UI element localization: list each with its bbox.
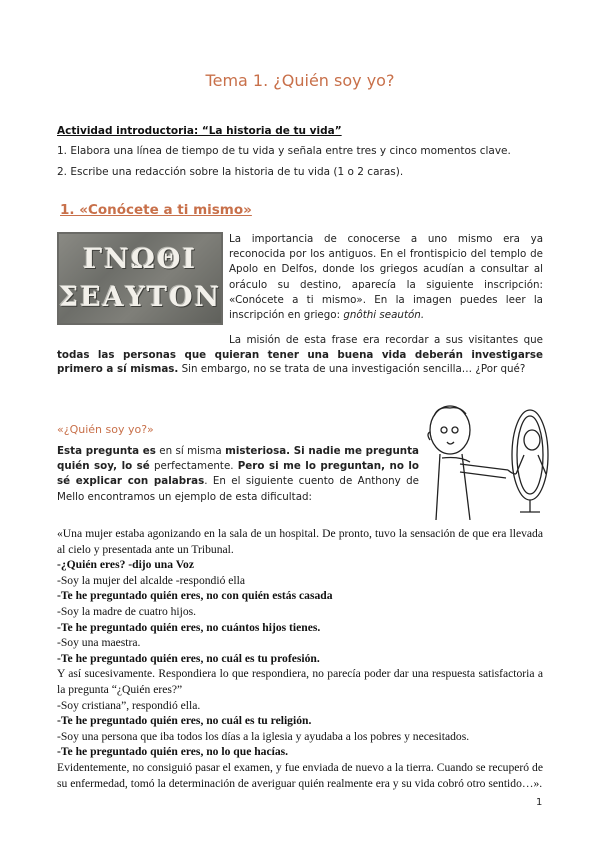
paragraph-mision [57, 333, 543, 377]
paragraph-delphi-italic: gnôthi seautón. [343, 309, 425, 322]
pregunta-bold-2: misteriosa. Si nadie me pregunta quién soy, lo sé [57, 445, 419, 473]
story-line: Evidentemente, no consiguió pasar el examen, y fue enviada de nuevo a la tierra. Cuando se recuperó de su enfermedad, tomó la determinación de averiguar quién realmente era y su vida cobró otro sentido…». [57, 760, 543, 790]
paragraph-mision-question: Sin embargo, no se trata de una investigación sencilla… ¿Por qué? [181, 363, 526, 375]
story-line: Y así sucesivamente. Respondiera lo que respondiera, no parecía poder dar una respuesta satisfactoria a la pregunta “¿Quién eres?” [57, 667, 543, 696]
story-line: -Soy una persona que iba todos los días a la iglesia y ayudaba a los pobres y necesitados. [57, 729, 470, 743]
inscription-line-1: ΓΝΩΘΙ [82, 244, 198, 275]
story-line: -Te he preguntado quién eres, no cuántos hijos tienes. [57, 620, 321, 634]
mirror-cartoon-illustration [420, 400, 550, 520]
pregunta-text-3: . En el siguiente cuento de Anthony de Mello encontramos un ejemplo de esta dificultad: [57, 475, 419, 503]
story-line: -Te he preguntado quién eres, no cuál es tu religión. [57, 714, 312, 728]
activity-heading: Actividad introductoria: “La historia de tu vida” [57, 125, 342, 137]
paragraph-mision-text: La misión de esta frase era recordar a sus visitantes que [229, 334, 543, 346]
activity-item-2: 2. Escribe una redacción sobre la historia de tu vida (1 o 2 caras). [57, 166, 404, 178]
paragraph-mision-bold: todas las personas que quieran tener una buena vida deberán investigarse primero a sí mismas. [57, 348, 543, 375]
pregunta-text-1: en sí misma [155, 445, 226, 457]
story-line: -¿Quién eres? -dijo una Voz [57, 558, 194, 572]
story-line: -Soy la mujer del alcalde -respondió ella [57, 573, 246, 587]
story-text [57, 526, 543, 791]
pregunta-bold-1: Esta pregunta es [57, 445, 156, 457]
paragraph-delphi-text: La importancia de conocerse a uno mismo era ya reconocida por los antiguos. En el frontispicio del templo de Apolo en Delfos, donde los griegos acudían a consultar al oráculo su destino, aparecía la siguiente inscripción: «Conócete a ti mismo». En la imagen puedes leer la inscripción en griego: [229, 233, 543, 322]
story-line: -Te he preguntado quién eres, no lo que hacías. [57, 745, 289, 759]
story-line: -Soy una maestra. [57, 636, 141, 650]
delphi-inscription-image [57, 232, 223, 325]
story-line: -Te he preguntado quién eres, no cuál es tu profesión. [57, 651, 320, 665]
paragraph-pregunta [57, 444, 419, 505]
activity-item-1: 1. Elabora una línea de tiempo de tu vida y señala entre tres y cinco momentos clave. [57, 145, 511, 157]
section-heading-conocete: 1. «Conócete a ti mismo» [60, 202, 252, 218]
pregunta-bold-3: Pero si me lo preguntan, no lo sé explicar con palabras [57, 460, 419, 488]
paragraph-delphi [229, 232, 543, 323]
section-heading-quien-soy: «¿Quién soy yo?» [57, 423, 154, 436]
inscription-line-2: ΣΕΑΥΤΟΝ [59, 282, 222, 313]
page-title: Tema 1. ¿Quién soy yo? [205, 71, 395, 90]
story-line: «Una mujer estaba agonizando en la sala de un hospital. De pronto, tuvo la sensación de que era llevada al cielo y presentada ante un Tribunal. [57, 527, 543, 556]
story-line: -Soy cristiana”, respondió ella. [57, 698, 201, 712]
page-number: 1 [536, 797, 543, 808]
story-line: -Soy la madre de cuatro hijos. [57, 604, 197, 618]
story-line: -Te he preguntado quién eres, no con quién estás casada [57, 589, 333, 603]
pregunta-text-2: perfectamente. [149, 460, 238, 473]
